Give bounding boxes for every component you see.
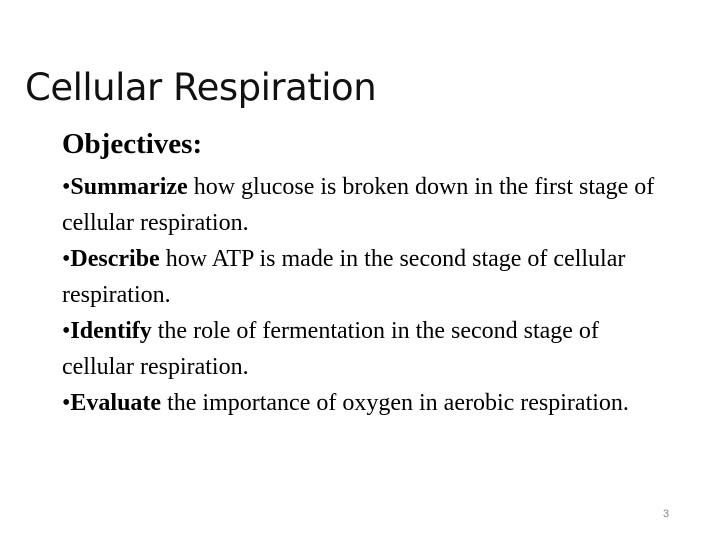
objective-text: the role of fermentation in the second stage of cellular respiration.	[62, 318, 599, 380]
bullet: •	[62, 318, 71, 344]
objective-text: how ATP is made in the second stage of cellular respiration.	[62, 246, 626, 308]
objective-keyword: Summarize	[70, 174, 188, 200]
objective-item	[62, 241, 672, 313]
objective-keyword: Evaluate	[70, 390, 162, 416]
objectives-list	[62, 169, 672, 421]
objective-keyword: Describe	[70, 246, 160, 272]
bullet: •	[62, 390, 71, 416]
bullet: •	[62, 174, 71, 200]
objective-text: how glucose is broken down in the first stage of cellular respiration.	[62, 174, 655, 236]
objectives-heading: Objectives:	[62, 128, 203, 160]
objective-item	[62, 385, 672, 421]
objective-text: the importance of oxygen in aerobic respiration.	[161, 390, 629, 416]
objective-keyword: Identify	[70, 318, 152, 344]
objective-item	[62, 169, 672, 241]
slide-title: Cellular Respiration	[25, 66, 377, 109]
bullet: •	[62, 246, 71, 272]
page-number: 3	[663, 508, 670, 520]
objective-item	[62, 313, 672, 385]
